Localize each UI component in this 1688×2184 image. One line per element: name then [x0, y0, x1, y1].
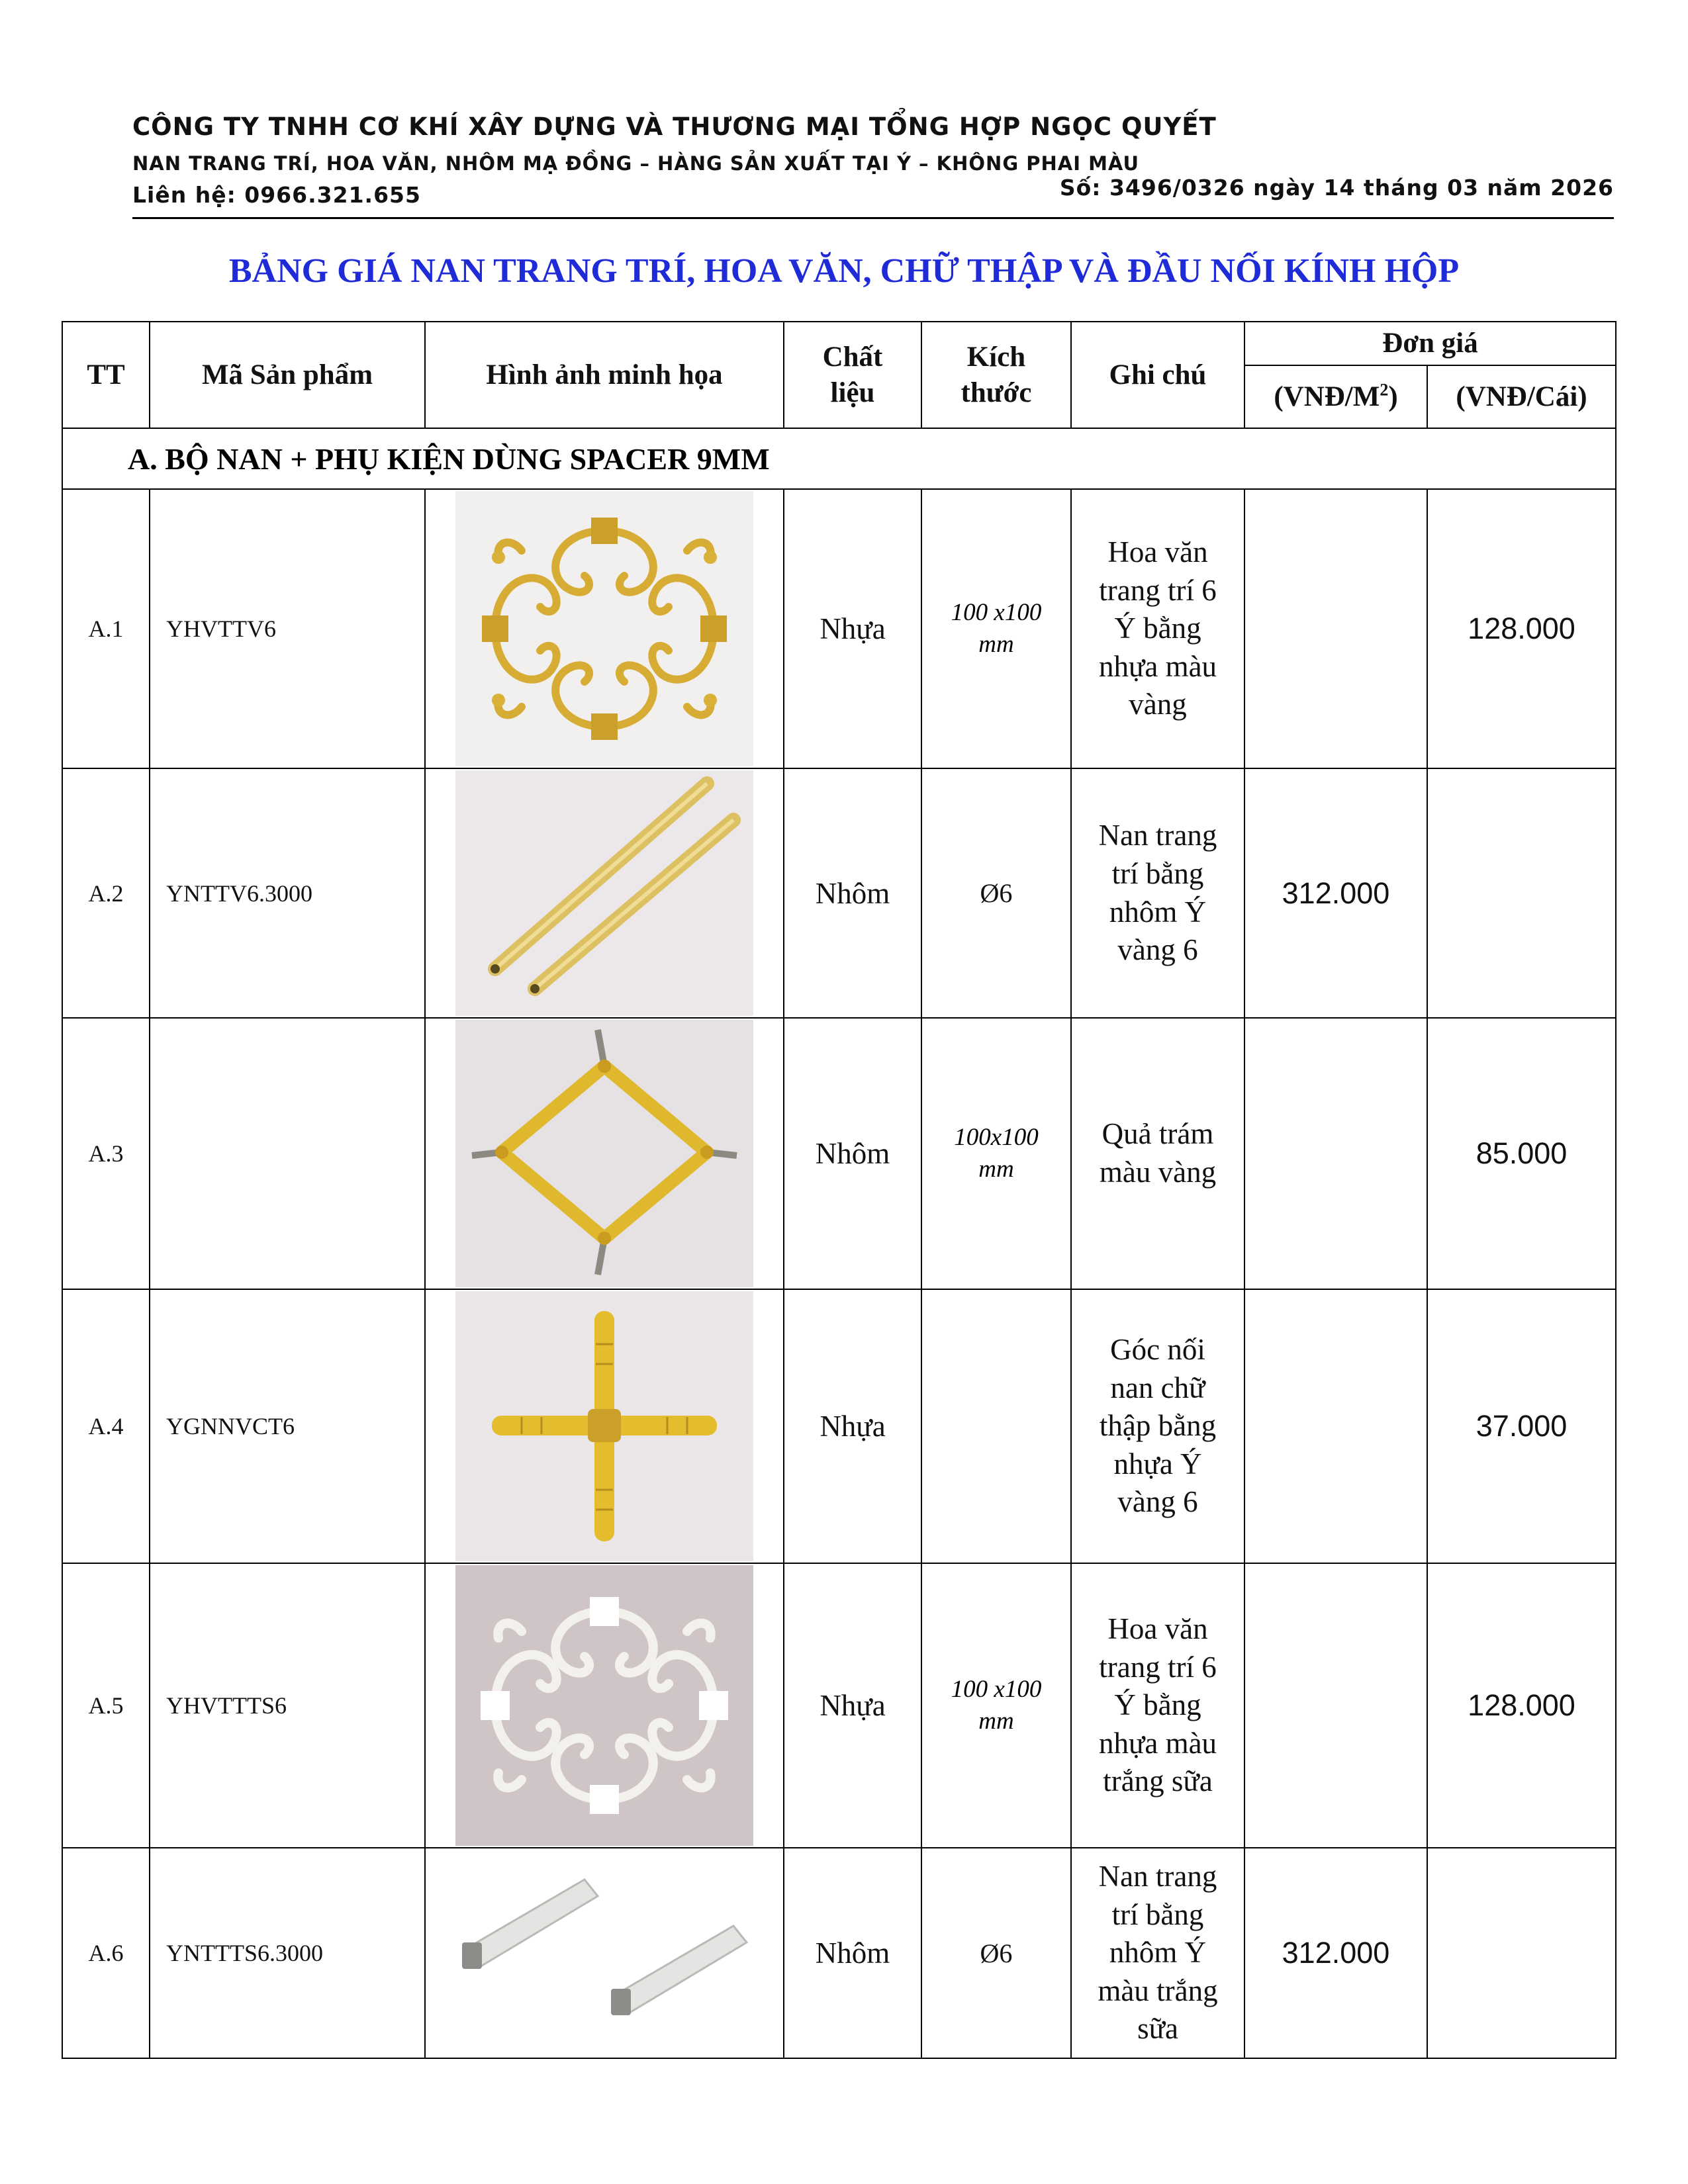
- row-note: [1071, 768, 1244, 1018]
- row-note-line: Hoa văn: [1107, 1612, 1208, 1646]
- header-material: [784, 322, 921, 428]
- table-row: [62, 768, 1616, 1018]
- row-size-line2: mm: [978, 1707, 1014, 1735]
- gold-scroll-ornament-image: [455, 491, 753, 766]
- row-note: [1071, 489, 1244, 768]
- row-note-line: vàng: [1129, 688, 1187, 721]
- header-price-per-piece: (VNĐ/Cái): [1427, 365, 1616, 428]
- row-image-cell: [425, 489, 784, 768]
- row-note-line: trang trí 6: [1099, 1650, 1217, 1684]
- header-size-line2: thước: [961, 377, 1032, 408]
- row-product-code: YNTTTS6.3000: [150, 1848, 425, 2058]
- gold-cross-connector-image: [455, 1291, 753, 1561]
- row-note-line: trang trí 6: [1099, 573, 1217, 607]
- gold-tube-bars-image: [455, 770, 753, 1016]
- row-material: Nhựa: [784, 489, 921, 768]
- table-row: [62, 1289, 1616, 1563]
- row-note-line: Nan trang: [1098, 819, 1217, 852]
- row-note-line: Nan trang: [1098, 1860, 1217, 1893]
- row-note-line: nhôm Ý: [1109, 895, 1207, 929]
- row-price-per-piece: 128.000: [1427, 489, 1616, 768]
- header-note: Ghi chú: [1071, 322, 1244, 428]
- row-size: [921, 1018, 1071, 1289]
- row-material: Nhựa: [784, 1563, 921, 1848]
- header-product-code: Mã Sản phẩm: [150, 322, 425, 428]
- row-product-code: [150, 1018, 425, 1289]
- header-divider: [132, 217, 1614, 219]
- row-note-line: trí bằng: [1111, 1897, 1204, 1931]
- row-note-line: Ý bằng: [1114, 1688, 1201, 1722]
- header-image: Hình ảnh minh họa: [425, 322, 784, 428]
- row-product-code: YHVTTTS6: [150, 1563, 425, 1848]
- header-price-per-m2-close: ): [1388, 381, 1398, 412]
- row-material: Nhựa: [784, 1289, 921, 1563]
- row-price-per-piece: [1427, 768, 1616, 1018]
- row-product-code: YGNNVCT6: [150, 1289, 425, 1563]
- header-material-line1: Chất: [822, 341, 883, 373]
- row-size-line1: 100 x100: [951, 598, 1042, 626]
- row-price-per-piece: [1427, 1848, 1616, 2058]
- row-price-per-m2: [1244, 1289, 1427, 1563]
- contact-phone: Liên hệ: 0966.321.655: [132, 182, 421, 208]
- row-product-code: YHVTTV6: [150, 489, 425, 768]
- header-price-per-m2-sup: 2: [1380, 380, 1389, 400]
- row-size-line1: 100x100: [954, 1123, 1039, 1151]
- row-image-cell: [425, 768, 784, 1018]
- row-note-line: Ý bằng: [1114, 612, 1201, 645]
- row-size: [921, 1563, 1071, 1848]
- row-size-line1: 100 x100: [951, 1675, 1042, 1703]
- row-price-per-piece: 85.000: [1427, 1018, 1616, 1289]
- section-row: [62, 428, 1616, 489]
- row-size: [921, 1289, 1071, 1563]
- row-image-cell: [425, 1848, 784, 2058]
- header-price-per-m2-text: (VNĐ/M: [1274, 381, 1380, 412]
- row-note: [1071, 1018, 1244, 1289]
- row-price-per-piece: 128.000: [1427, 1563, 1616, 1848]
- header-size: [921, 322, 1071, 428]
- row-note-line: thập bằng: [1099, 1409, 1217, 1443]
- contact-row: [132, 175, 1614, 208]
- row-material: Nhôm: [784, 1848, 921, 2058]
- gold-diamond-frame-image: [455, 1020, 753, 1287]
- row-note: [1071, 1289, 1244, 1563]
- row-note: [1071, 1563, 1244, 1848]
- row-size-line2: mm: [978, 1156, 1014, 1183]
- row-note-line: màu trắng: [1098, 1974, 1218, 2007]
- price-table: [62, 321, 1617, 2059]
- row-tt: A.5: [62, 1563, 150, 1848]
- row-product-code: YNTTV6.3000: [150, 768, 425, 1018]
- row-image-cell: [425, 1018, 784, 1289]
- row-tt: A.3: [62, 1018, 150, 1289]
- row-material: Nhôm: [784, 768, 921, 1018]
- header-tt: TT: [62, 322, 150, 428]
- row-note-line: màu vàng: [1099, 1156, 1217, 1189]
- row-image-cell: [425, 1563, 784, 1848]
- row-size: Ø6: [921, 1848, 1071, 2058]
- row-tt: A.6: [62, 1848, 150, 2058]
- row-material: Nhôm: [784, 1018, 921, 1289]
- white-scroll-ornament-image: [455, 1565, 753, 1846]
- table-header-row: [62, 322, 1616, 365]
- row-note-line: sữa: [1137, 2012, 1178, 2046]
- table-row: [62, 1848, 1616, 2058]
- header-unit-price: Đơn giá: [1244, 322, 1616, 365]
- row-note-line: vàng 6: [1117, 1485, 1198, 1519]
- row-price-per-m2: [1244, 1563, 1427, 1848]
- row-size: [921, 489, 1071, 768]
- header-material-line2: liệu: [830, 377, 875, 408]
- row-price-per-piece: 37.000: [1427, 1289, 1616, 1563]
- row-note-line: trắng sữa: [1103, 1764, 1213, 1798]
- row-note-line: nhôm Ý: [1109, 1936, 1207, 1970]
- document-number-date: Số: 3496/0326 ngày 14 tháng 03 năm 2026: [1059, 175, 1614, 201]
- page-title: BẢNG GIÁ NAN TRANG TRÍ, HOA VĂN, CHỮ THẬP VÀ ĐẦU NỐI KÍNH HỘP: [228, 252, 1460, 290]
- row-note: [1071, 1848, 1244, 2058]
- row-note-line: nhựa Ý: [1113, 1447, 1202, 1480]
- table-row: [62, 1563, 1616, 1848]
- row-note-line: trí bằng: [1111, 856, 1204, 890]
- row-note-line: nan chữ: [1110, 1371, 1205, 1404]
- table-row: [62, 1018, 1616, 1289]
- row-note-line: vàng 6: [1117, 933, 1198, 967]
- section-a-title: A. BỘ NAN + PHỤ KIỆN DÙNG SPACER 9MM: [62, 428, 1616, 489]
- row-tt: A.2: [62, 768, 150, 1018]
- row-note-line: nhựa màu: [1098, 649, 1217, 683]
- row-note-line: nhựa màu: [1098, 1726, 1217, 1760]
- row-tt: A.1: [62, 489, 150, 768]
- row-note-line: Quả trám: [1102, 1117, 1214, 1151]
- row-tt: A.4: [62, 1289, 150, 1563]
- row-size: Ø6: [921, 768, 1071, 1018]
- row-note-line: Hoa văn: [1107, 535, 1208, 569]
- white-profile-bars-image: [455, 1850, 753, 2056]
- header-size-line1: Kích: [966, 341, 1026, 373]
- row-price-per-m2: 312.000: [1244, 768, 1427, 1018]
- row-price-per-m2: [1244, 1018, 1427, 1289]
- header-price-per-m2: [1244, 365, 1427, 428]
- company-tagline: NAN TRANG TRÍ, HOA VĂN, NHÔM MẠ ĐỒNG – HÀNG SẢN XUẤT TẠI Ý – KHÔNG PHAI MÀU: [132, 152, 1140, 175]
- row-size-line2: mm: [978, 631, 1014, 658]
- row-price-per-m2: [1244, 489, 1427, 768]
- row-image-cell: [425, 1289, 784, 1563]
- row-note-line: Góc nối: [1110, 1333, 1205, 1367]
- row-price-per-m2: 312.000: [1244, 1848, 1427, 2058]
- table-row: [62, 489, 1616, 768]
- company-name: CÔNG TY TNHH CƠ KHÍ XÂY DỰNG VÀ THƯƠNG MẠI TỔNG HỢP NGỌC QUYẾT: [132, 113, 1217, 141]
